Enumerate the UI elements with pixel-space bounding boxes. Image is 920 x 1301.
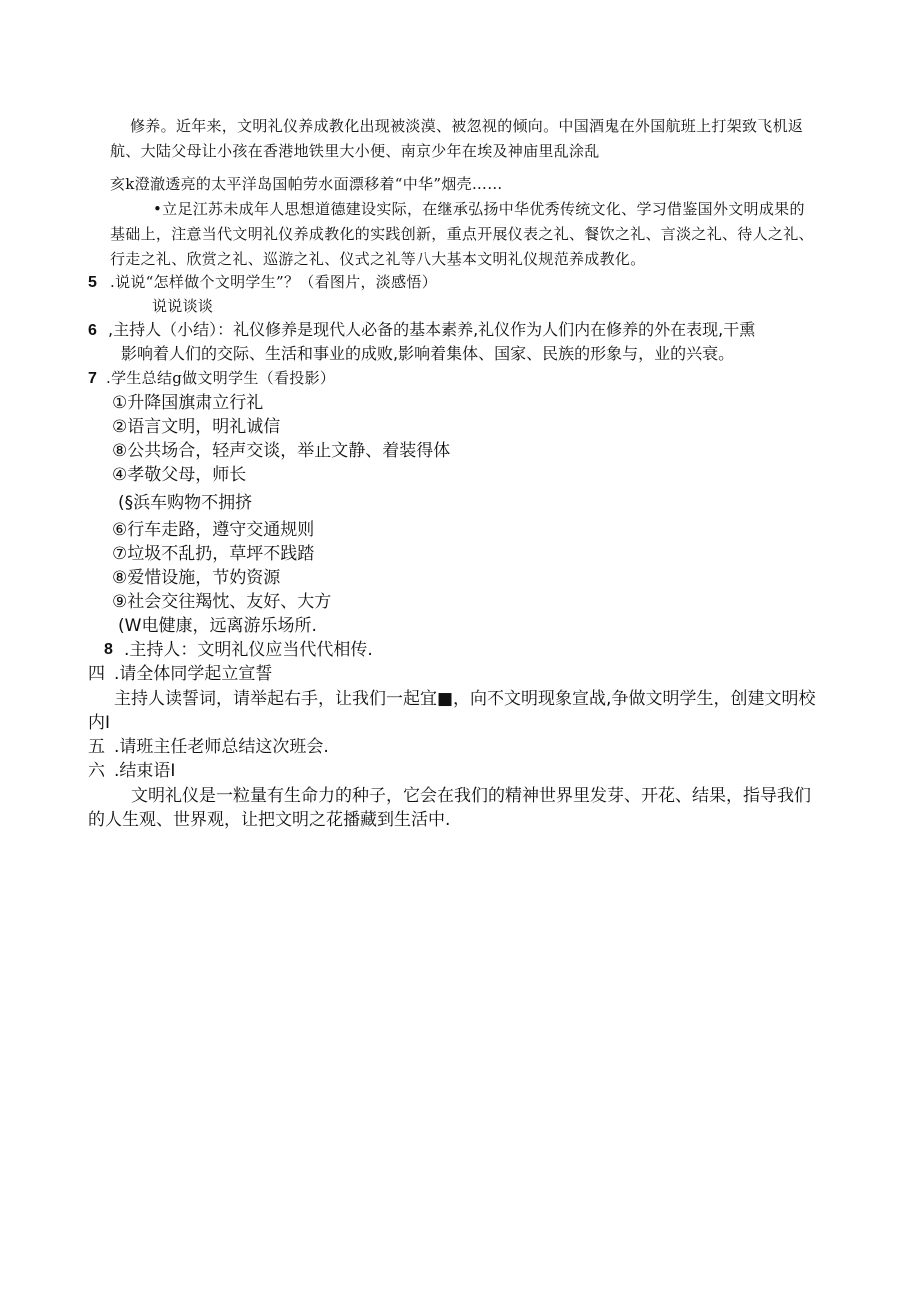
section-number: 四 [88, 664, 105, 684]
section-title: .学生总结g做文明学生（看投影） [106, 369, 336, 387]
list-item: ④孝敬父母，师长 [112, 465, 247, 485]
section-text-line: 内I [88, 713, 111, 733]
section-text-line: 主持人读誓词，请举起右手，让我们一起宜■，向不文明现象宣战,争做文明学生，创建文明校 [114, 689, 816, 709]
section-title: .结束语I [114, 761, 176, 781]
list-item: ⑦垃圾不乱扔，草坪不践踏 [112, 544, 315, 564]
paragraph-line: 亥k澄澈透亮的太平洋岛国帕劳水面漂移着“中华”烟壳…… [110, 175, 503, 193]
section-number: 6 [88, 322, 97, 339]
section-text-line: 的人生观、世界观，让把文明之花播藏到生活中. [88, 810, 451, 830]
list-item: (W电健康，远离游乐场所. [118, 616, 317, 636]
list-item: ⑥行车走路，遵守交通规则 [112, 520, 315, 540]
section-text-line: 影响着人们的交际、生活和事业的成败,影响着集体、国家、民族的形象与，业的兴衰。 [121, 344, 735, 363]
section-number: 六 [88, 761, 105, 781]
paragraph-line: 修养。近年来，文明礼仪养成教化出现被淡漠、被忽视的倾向。中国酒鬼在外国航班上打架致飞机返 [130, 117, 804, 135]
section-title: .说说“怎样做个文明学生”？（看图片，淡感悟） [110, 273, 438, 291]
list-item: (§浜车购物不拥挤 [118, 493, 253, 513]
list-item: ⑧爱惜设施，节妁资源 [112, 568, 281, 588]
section-number: 五 [88, 737, 105, 757]
paragraph-line: 航、大陆父母让小孩在香港地铁里大小便、南京少年在埃及神庙里乱涂乱 [110, 142, 600, 160]
section-subtitle: 说说谈谈 [152, 297, 214, 315]
list-item: ⑧公共场合，轻声交谈，举止文静、着装得体 [112, 441, 451, 461]
section-number: 8 [104, 641, 113, 658]
paragraph-line: 行走之礼、欣赏之礼、巡游之礼、仪式之礼等八大基本文明礼仪规范养成教化。 [110, 250, 646, 268]
paragraph-line: •立足江苏未成年人思想道德建设实际，在继承弘扬中华优秀传统文化、学习借鉴国外文明成果的 [153, 200, 805, 218]
section-text-line: ,主持人（小结）：礼仪修养是现代人必备的基本素养,礼仪作为人们内在修养的外在表现,干熏 [108, 320, 756, 339]
section-title: .主持人：文明礼仪应当代代相传. [124, 640, 373, 660]
list-item: ②语言文明，明礼诚信 [112, 417, 281, 437]
section-number: 5 [88, 274, 97, 291]
section-title: .请班主任老师总结这次班会. [114, 737, 329, 757]
paragraph-line: 基础上，注意当代文明礼仪养成教化的实践创新，重点开展仪表之礼、餐饮之礼、言淡之礼、待人之礼、 [110, 225, 814, 243]
list-item: ⑨社会交往羯忱、友好、大方 [112, 592, 332, 612]
section-number: 7 [88, 370, 97, 387]
section-text-line: 文明礼仪是一粒量有生命力的种子，它会在我们的精神世界里发芽、开花、结果，指导我们 [131, 786, 811, 806]
section-title: .请全体同学起立宣誓 [114, 664, 273, 684]
list-item: ①升降国旗肃立行礼 [112, 393, 264, 413]
